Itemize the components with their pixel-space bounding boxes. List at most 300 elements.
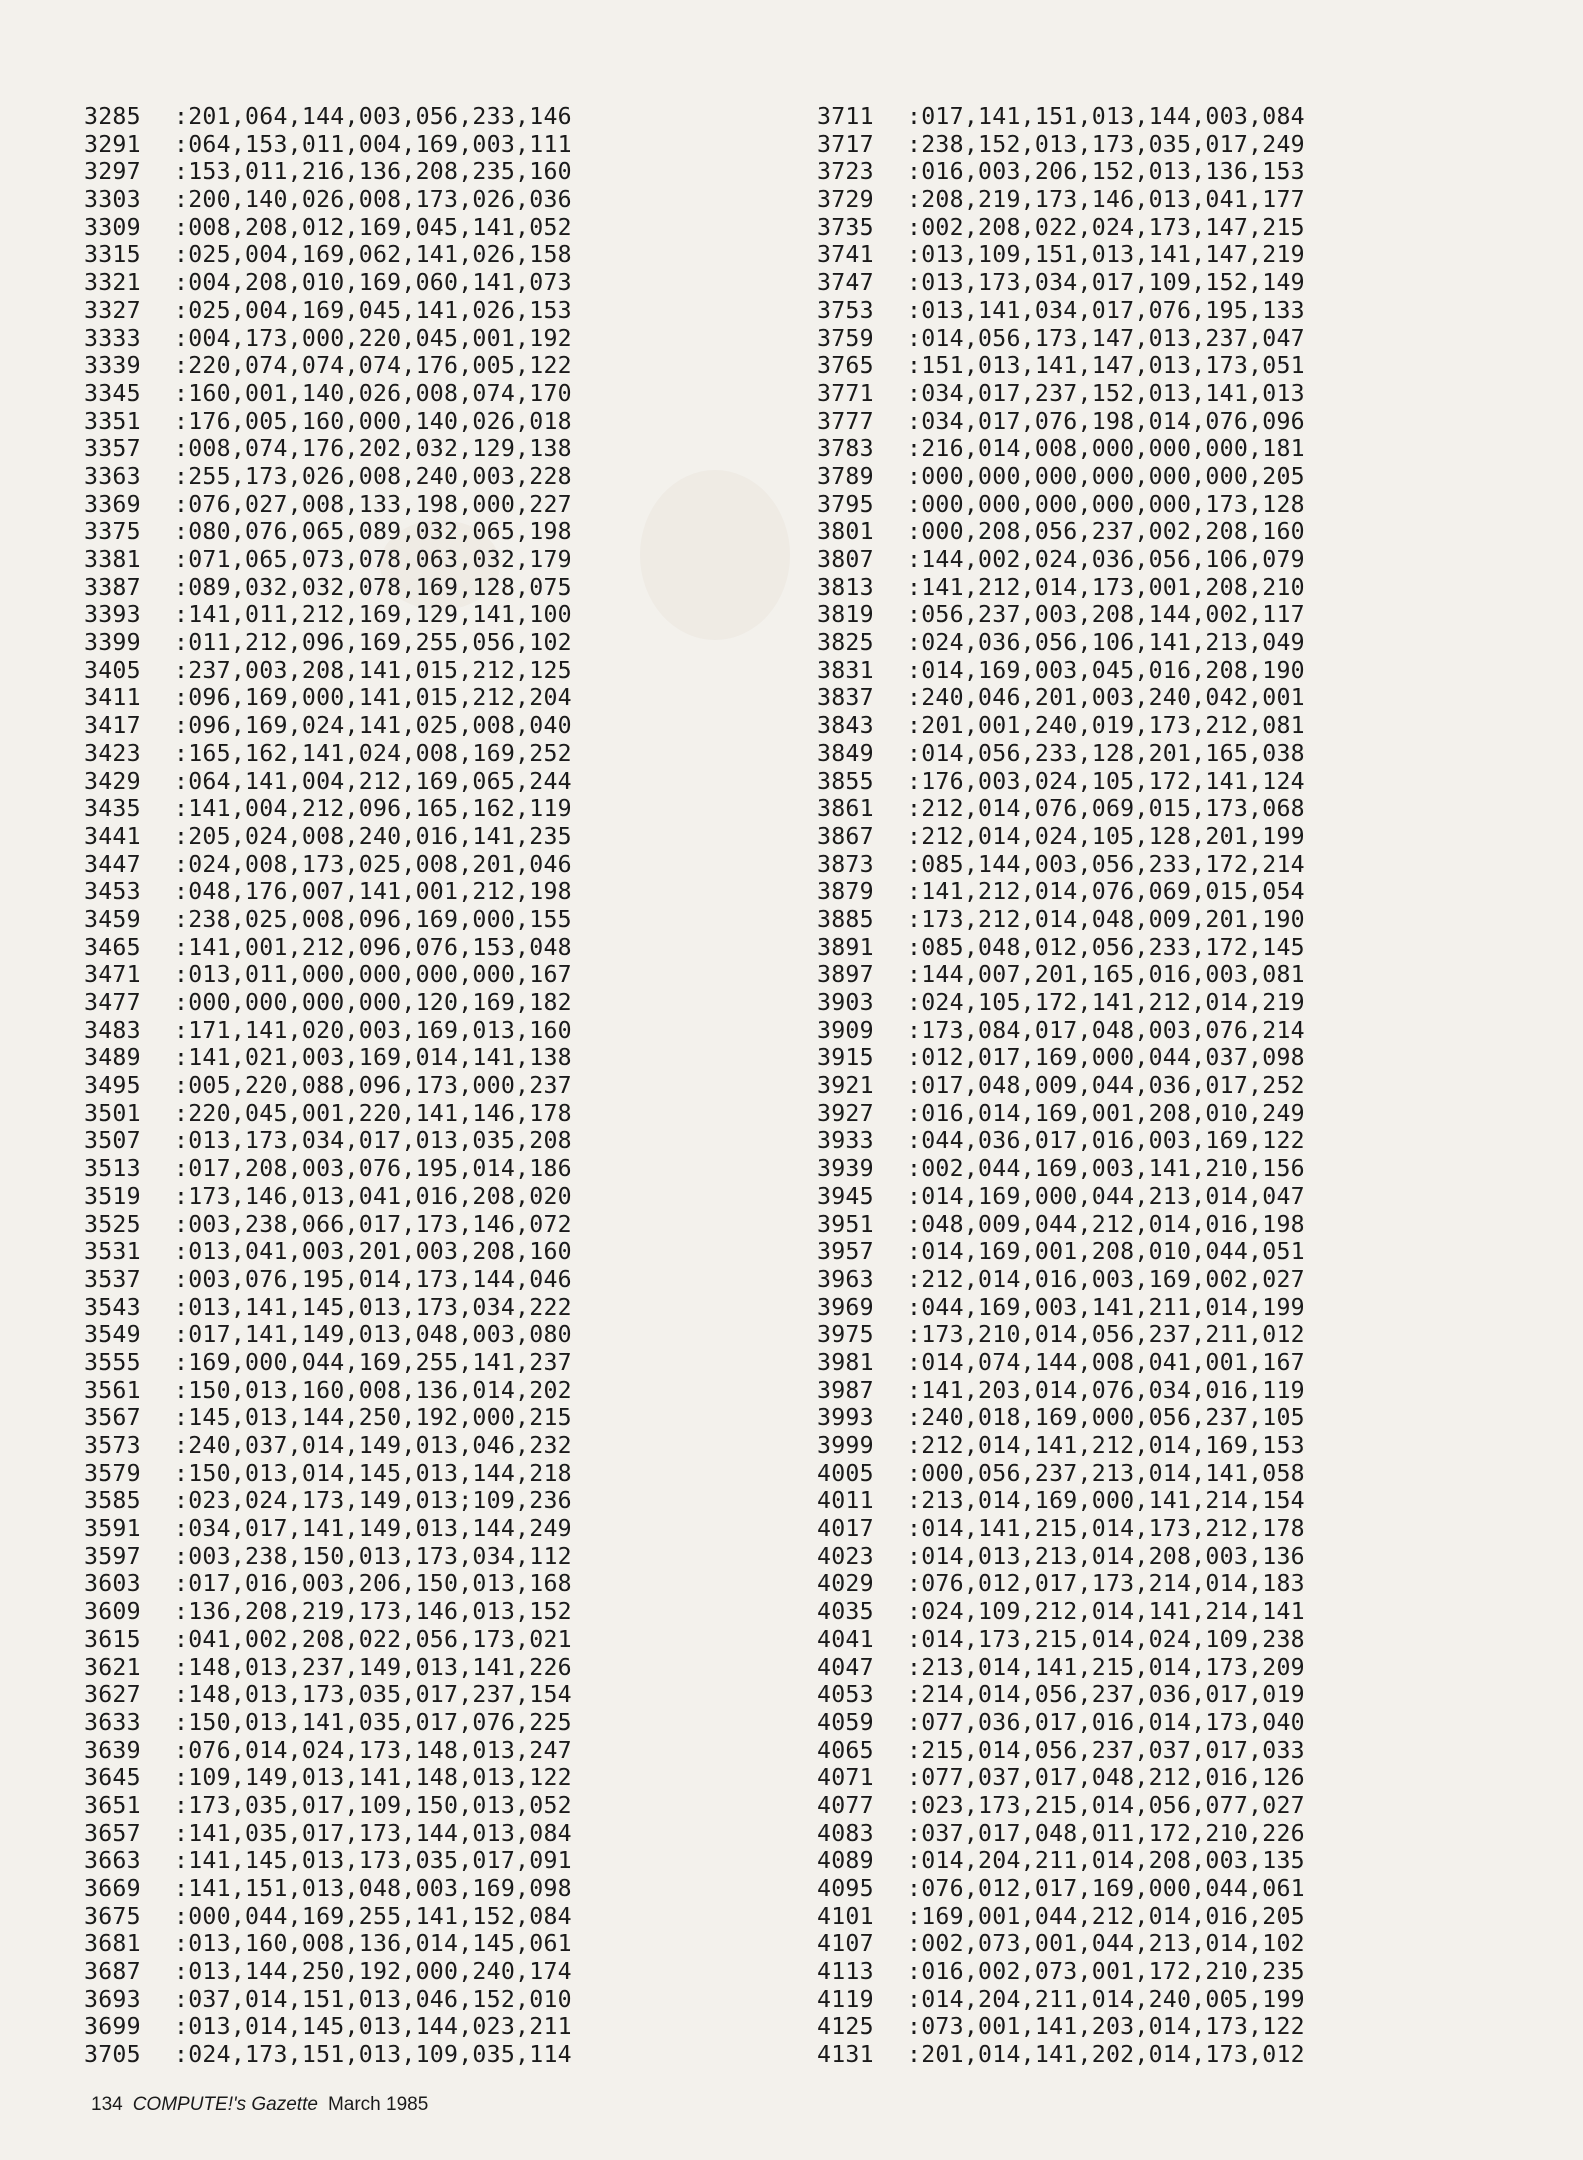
listing-line [84, 491, 684, 519]
listing-line [84, 214, 684, 242]
data-values: :016,003,206,152,013,136,153 [907, 158, 1305, 186]
listing-line [84, 1017, 684, 1045]
line-number: 4041 [817, 1625, 874, 1653]
listing-line [84, 629, 684, 657]
line-number: 3939 [817, 1155, 874, 1183]
line-number: 3315 [84, 241, 141, 269]
data-values: :144,007,201,165,016,003,081 [907, 961, 1305, 989]
data-values: :064,141,004,212,169,065,244 [174, 767, 572, 795]
data-values: :073,001,141,203,014,173,122 [907, 2013, 1305, 2041]
line-number: 3651 [84, 1791, 141, 1819]
listing-line [817, 325, 1417, 353]
line-number: 3831 [817, 656, 874, 684]
data-values: :013,109,151,013,141,147,219 [907, 241, 1305, 269]
listing-line [817, 518, 1417, 546]
listing-line [84, 1570, 684, 1598]
data-values: :017,208,003,076,195,014,186 [174, 1155, 572, 1183]
data-values: :141,001,212,096,076,153,048 [174, 933, 572, 961]
data-values: :212,014,016,003,169,002,027 [907, 1265, 1305, 1293]
listing-line [817, 601, 1417, 629]
line-number: 3603 [84, 1570, 141, 1598]
listing-line [84, 352, 684, 380]
line-number: 3873 [817, 850, 874, 878]
data-values: :000,000,000,000,000,000,205 [907, 462, 1305, 490]
line-number: 3693 [84, 1985, 141, 2013]
line-number: 3855 [817, 767, 874, 795]
data-values: :037,014,151,013,046,152,010 [174, 1985, 572, 2013]
data-values: :041,002,208,022,056,173,021 [174, 1625, 572, 1653]
line-number: 3609 [84, 1598, 141, 1626]
listing-line [84, 325, 684, 353]
data-values: :216,014,008,000,000,000,181 [907, 435, 1305, 463]
data-values: :171,141,020,003,169,013,160 [174, 1016, 572, 1044]
listing-line [817, 241, 1417, 269]
listing-line [817, 1321, 1417, 1349]
line-number: 3945 [817, 1182, 874, 1210]
line-number: 3723 [817, 158, 874, 186]
listing-line [817, 1432, 1417, 1460]
line-number: 3369 [84, 490, 141, 518]
listing-column-right [817, 103, 1417, 2069]
line-number: 3663 [84, 1847, 141, 1875]
data-values: :238,152,013,173,035,017,249 [907, 130, 1305, 158]
data-values: :201,001,240,019,173,212,081 [907, 712, 1305, 740]
data-values: :173,084,017,048,003,076,214 [907, 1016, 1305, 1044]
listing-line [84, 1321, 684, 1349]
data-values: :144,002,024,036,056,106,079 [907, 546, 1305, 573]
line-number: 3969 [817, 1293, 874, 1321]
data-values: :064,153,011,004,169,003,111 [174, 130, 572, 158]
listing-line [817, 851, 1417, 879]
listing-line [817, 740, 1417, 768]
line-number: 3657 [84, 1819, 141, 1847]
line-number: 3621 [84, 1653, 141, 1681]
data-values: :141,212,014,173,001,208,210 [907, 573, 1305, 601]
listing-line [84, 740, 684, 768]
line-number: 3381 [84, 546, 141, 573]
line-number: 3783 [817, 435, 874, 463]
listing-line [84, 1792, 684, 1820]
line-number: 3747 [817, 269, 874, 297]
line-number: 4035 [817, 1598, 874, 1626]
listing-line [84, 1349, 684, 1377]
listing-line [84, 186, 684, 214]
data-values: :000,000,000,000,120,169,182 [174, 989, 572, 1016]
line-number: 3453 [84, 878, 141, 906]
line-number: 3561 [84, 1376, 141, 1404]
listing-line [84, 823, 684, 851]
data-values: :024,173,151,013,109,035,114 [174, 2041, 572, 2069]
line-number: 4125 [817, 2013, 874, 2041]
data-values: :109,149,013,141,148,013,122 [174, 1764, 572, 1792]
line-number: 3483 [84, 1016, 141, 1044]
listing-column-left [84, 103, 684, 2069]
line-number: 3597 [84, 1542, 141, 1570]
listing-line [84, 1986, 684, 2014]
listing-line [817, 1930, 1417, 1958]
line-number: 3927 [817, 1099, 874, 1127]
listing-line [817, 131, 1417, 159]
listing-line [817, 1017, 1417, 1045]
listing-line [84, 1127, 684, 1155]
line-number: 3981 [817, 1348, 874, 1376]
data-values: :165,162,141,024,008,169,252 [174, 739, 572, 767]
line-number: 3885 [817, 905, 874, 933]
line-number: 4119 [817, 1985, 874, 2013]
listing-line [817, 906, 1417, 934]
line-number: 3567 [84, 1404, 141, 1432]
data-values: :008,074,176,202,032,129,138 [174, 435, 572, 463]
data-values: :025,004,169,062,141,026,158 [174, 241, 572, 269]
line-number: 4077 [817, 1791, 874, 1819]
line-number: 3765 [817, 352, 874, 380]
line-number: 3501 [84, 1099, 141, 1127]
listing-line [84, 684, 684, 712]
line-number: 3861 [817, 795, 874, 823]
listing-line [817, 435, 1417, 463]
line-number: 3291 [84, 130, 141, 158]
line-number: 3915 [817, 1044, 874, 1072]
data-values: :173,210,014,056,237,211,012 [907, 1321, 1305, 1349]
listing-line [84, 103, 684, 131]
data-values: :173,212,014,048,009,201,190 [907, 905, 1305, 933]
line-number: 3405 [84, 656, 141, 684]
data-values: :017,141,151,013,144,003,084 [907, 103, 1305, 130]
listing-line [817, 408, 1417, 436]
line-number: 3975 [817, 1321, 874, 1349]
listing-line [817, 1986, 1417, 2014]
listing-line [817, 1349, 1417, 1377]
line-number: 3897 [817, 961, 874, 989]
line-number: 3933 [817, 1127, 874, 1155]
line-number: 3735 [817, 213, 874, 241]
line-number: 3321 [84, 269, 141, 297]
data-values: :005,220,088,096,173,000,237 [174, 1072, 572, 1100]
line-number: 3489 [84, 1044, 141, 1072]
listing-line [817, 1183, 1417, 1211]
line-number: 3339 [84, 352, 141, 380]
line-number: 3753 [817, 296, 874, 324]
listing-line [817, 1044, 1417, 1072]
listing-line [817, 1238, 1417, 1266]
line-number: 3303 [84, 186, 141, 214]
data-values: :025,004,169,045,141,026,153 [174, 296, 572, 324]
listing-line [817, 1792, 1417, 1820]
data-values: :024,036,056,106,141,213,049 [907, 629, 1305, 657]
line-number: 3645 [84, 1764, 141, 1792]
listing-line [817, 380, 1417, 408]
listing-line [84, 878, 684, 906]
data-values: :044,036,017,016,003,169,122 [907, 1127, 1305, 1155]
data-values: :205,024,008,240,016,141,235 [174, 822, 572, 850]
data-values: :013,173,034,017,109,152,149 [907, 269, 1305, 297]
data-values: :212,014,076,069,015,173,068 [907, 795, 1305, 823]
line-number: 3633 [84, 1708, 141, 1736]
listing-line [84, 158, 684, 186]
line-number: 4011 [817, 1487, 874, 1515]
line-number: 3531 [84, 1238, 141, 1266]
listing-line [817, 1847, 1417, 1875]
line-number: 3795 [817, 490, 874, 518]
data-values: :141,004,212,096,165,162,119 [174, 795, 572, 823]
line-number: 4029 [817, 1570, 874, 1598]
data-values: :000,000,000,000,000,173,128 [907, 490, 1305, 518]
line-number: 3687 [84, 1958, 141, 1986]
data-values: :176,003,024,105,172,141,124 [907, 767, 1305, 795]
data-values: :150,013,014,145,013,144,218 [174, 1459, 572, 1487]
line-number: 3435 [84, 795, 141, 823]
data-values: :213,014,141,215,014,173,209 [907, 1653, 1305, 1681]
data-values: :201,064,144,003,056,233,146 [174, 103, 572, 130]
listing-line [84, 1294, 684, 1322]
data-values: :044,169,003,141,211,014,199 [907, 1293, 1305, 1321]
listing-line [84, 1404, 684, 1432]
data-values: :160,001,140,026,008,074,170 [174, 379, 572, 407]
line-number: 3399 [84, 629, 141, 657]
listing-line [817, 1460, 1417, 1488]
listing-line [817, 712, 1417, 740]
line-number: 3285 [84, 103, 141, 130]
line-number: 3429 [84, 767, 141, 795]
data-values: :096,169,000,141,015,212,204 [174, 684, 572, 712]
line-number: 3591 [84, 1515, 141, 1543]
data-values: :024,109,212,014,141,214,141 [907, 1598, 1305, 1626]
listing-line [817, 1100, 1417, 1128]
line-number: 3711 [817, 103, 874, 130]
data-values: :176,005,160,000,140,026,018 [174, 407, 572, 435]
listing-line [84, 1958, 684, 1986]
data-values: :048,009,044,212,014,016,198 [907, 1210, 1305, 1238]
line-number: 4059 [817, 1708, 874, 1736]
data-values: :000,044,169,255,141,152,084 [174, 1902, 572, 1930]
data-values: :034,017,076,198,014,076,096 [907, 407, 1305, 435]
listing-line [817, 961, 1417, 989]
data-values: :237,003,208,141,015,212,125 [174, 656, 572, 684]
data-values: :153,011,216,136,208,235,160 [174, 158, 572, 186]
data-values: :208,219,173,146,013,041,177 [907, 186, 1305, 214]
line-number: 3819 [817, 601, 874, 629]
listing-line [84, 1737, 684, 1765]
data-values: :085,144,003,056,233,172,214 [907, 850, 1305, 878]
data-values: :002,073,001,044,213,014,102 [907, 1930, 1305, 1958]
listing-line [817, 1211, 1417, 1239]
listing-line [817, 1404, 1417, 1432]
data-values: :037,017,048,011,172,210,226 [907, 1819, 1305, 1847]
data-values: :013,141,034,017,076,195,133 [907, 296, 1305, 324]
data-values: :014,074,144,008,041,001,167 [907, 1348, 1305, 1376]
line-number: 3771 [817, 379, 874, 407]
listing-line [84, 435, 684, 463]
line-number: 3555 [84, 1348, 141, 1376]
data-values: :014,204,211,014,208,003,135 [907, 1847, 1305, 1875]
line-number: 4047 [817, 1653, 874, 1681]
data-values: :085,048,012,056,233,172,145 [907, 933, 1305, 961]
line-number: 3297 [84, 158, 141, 186]
data-values: :076,014,024,173,148,013,247 [174, 1736, 572, 1764]
line-number: 3549 [84, 1321, 141, 1349]
listing-line [84, 712, 684, 740]
line-number: 3801 [817, 518, 874, 546]
listing-line [84, 1626, 684, 1654]
line-number: 3351 [84, 407, 141, 435]
line-number: 4131 [817, 2041, 874, 2069]
data-values: :240,046,201,003,240,042,001 [907, 684, 1305, 712]
line-number: 4065 [817, 1736, 874, 1764]
data-values: :017,048,009,044,036,017,252 [907, 1072, 1305, 1100]
data-values: :141,145,013,173,035,017,091 [174, 1847, 572, 1875]
data-values: :215,014,056,237,037,017,033 [907, 1736, 1305, 1764]
listing-line [84, 1044, 684, 1072]
line-number: 4053 [817, 1681, 874, 1709]
line-number: 3333 [84, 324, 141, 352]
line-number: 3999 [817, 1432, 874, 1459]
data-values: :014,204,211,014,240,005,199 [907, 1985, 1305, 2013]
line-number: 3363 [84, 462, 141, 490]
data-values: :141,203,014,076,034,016,119 [907, 1376, 1305, 1404]
data-values: :014,169,003,045,016,208,190 [907, 656, 1305, 684]
page-footer [91, 2094, 428, 2116]
data-values: :255,173,026,008,240,003,228 [174, 462, 572, 490]
listing-line [84, 269, 684, 297]
data-values: :014,169,000,044,213,014,047 [907, 1182, 1305, 1210]
data-values: :201,014,141,202,014,173,012 [907, 2041, 1305, 2069]
line-number: 3537 [84, 1265, 141, 1293]
data-values: :150,013,160,008,136,014,202 [174, 1376, 572, 1404]
data-values: :013,173,034,017,013,035,208 [174, 1127, 572, 1155]
listing-line [817, 1958, 1417, 1986]
listing-line [84, 1764, 684, 1792]
listing-line [84, 1654, 684, 1682]
line-number: 3951 [817, 1210, 874, 1238]
listing-line [84, 657, 684, 685]
data-values: :141,212,014,076,069,015,054 [907, 878, 1305, 906]
listing-line [84, 241, 684, 269]
line-number: 3963 [817, 1265, 874, 1293]
line-number: 3789 [817, 462, 874, 490]
listing-line [84, 1930, 684, 1958]
listing-line [84, 1681, 684, 1709]
data-values: :023,024,173,149,013;109,236 [174, 1487, 572, 1515]
data-values: :056,237,003,208,144,002,117 [907, 601, 1305, 629]
data-values: :141,021,003,169,014,141,138 [174, 1044, 572, 1072]
listing-line [84, 934, 684, 962]
line-number: 4089 [817, 1847, 874, 1875]
data-values: :013,014,145,013,144,023,211 [174, 2013, 572, 2041]
data-values: :024,105,172,141,212,014,219 [907, 989, 1305, 1016]
data-values: :096,169,024,141,025,008,040 [174, 712, 572, 740]
listing-line [84, 601, 684, 629]
listing-line [817, 1127, 1417, 1155]
listing-line [84, 1266, 684, 1294]
line-number: 3411 [84, 684, 141, 712]
listing-line [817, 878, 1417, 906]
line-number: 3393 [84, 601, 141, 629]
listing-line [817, 297, 1417, 325]
listing-line [817, 1709, 1417, 1737]
data-values: :076,012,017,169,000,044,061 [907, 1875, 1305, 1902]
data-values: :136,208,219,173,146,013,152 [174, 1598, 572, 1626]
listing-line [84, 768, 684, 796]
listing-line [84, 1820, 684, 1848]
page-number: 134 [91, 2094, 123, 2115]
line-number: 3495 [84, 1072, 141, 1100]
listing-line [84, 297, 684, 325]
line-number: 3699 [84, 2013, 141, 2041]
line-number: 3903 [817, 989, 874, 1016]
line-number: 3705 [84, 2041, 141, 2069]
listing-line [84, 1432, 684, 1460]
line-number: 3807 [817, 546, 874, 573]
listing-line [84, 961, 684, 989]
listing-line [817, 186, 1417, 214]
data-values: :003,238,150,013,173,034,112 [174, 1542, 572, 1570]
listing-line [84, 380, 684, 408]
listing-line [817, 1377, 1417, 1405]
listing-line [84, 989, 684, 1017]
line-number: 4023 [817, 1542, 874, 1570]
data-values: :016,014,169,001,208,010,249 [907, 1099, 1305, 1127]
listing-line [84, 463, 684, 491]
line-number: 3879 [817, 878, 874, 906]
line-number: 3729 [817, 186, 874, 214]
line-number: 3543 [84, 1293, 141, 1321]
listing-line [84, 1847, 684, 1875]
listing-line [817, 269, 1417, 297]
line-number: 4005 [817, 1459, 874, 1487]
line-number: 3585 [84, 1487, 141, 1515]
data-values: :014,173,215,014,024,109,238 [907, 1625, 1305, 1653]
line-number: 3345 [84, 379, 141, 407]
line-number: 4095 [817, 1875, 874, 1902]
data-values: :148,013,237,149,013,141,226 [174, 1653, 572, 1681]
listing-line [817, 629, 1417, 657]
line-number: 3867 [817, 822, 874, 850]
line-number: 3675 [84, 1902, 141, 1930]
line-number: 3921 [817, 1072, 874, 1100]
line-number: 3519 [84, 1182, 141, 1210]
listing-line [84, 1460, 684, 1488]
data-values: :003,076,195,014,173,144,046 [174, 1265, 572, 1293]
line-number: 3813 [817, 573, 874, 601]
data-values: :004,173,000,220,045,001,192 [174, 324, 572, 352]
line-number: 3615 [84, 1625, 141, 1653]
listing-line [84, 1875, 684, 1903]
listing-line [817, 1515, 1417, 1543]
listing-line [84, 2013, 684, 2041]
listing-line [84, 795, 684, 823]
line-number: 4083 [817, 1819, 874, 1847]
line-number: 3417 [84, 712, 141, 740]
line-number: 3777 [817, 407, 874, 435]
listing-line [84, 1709, 684, 1737]
listing-line [84, 131, 684, 159]
listing-line [817, 1681, 1417, 1709]
line-number: 3717 [817, 130, 874, 158]
line-number: 4113 [817, 1958, 874, 1986]
data-values: :034,017,141,149,013,144,249 [174, 1515, 572, 1543]
data-values: :145,013,144,250,192,000,215 [174, 1404, 572, 1432]
data-values: :013,141,145,013,173,034,222 [174, 1293, 572, 1321]
listing-line [84, 1155, 684, 1183]
line-number: 3447 [84, 850, 141, 878]
data-values: :014,056,173,147,013,237,047 [907, 324, 1305, 352]
listing-line [817, 352, 1417, 380]
data-values: :013,160,008,136,014,145,061 [174, 1930, 572, 1958]
line-number: 3465 [84, 933, 141, 961]
data-values: :012,017,169,000,044,037,098 [907, 1044, 1305, 1072]
data-values: :017,016,003,206,150,013,168 [174, 1570, 572, 1598]
listing-line [84, 518, 684, 546]
